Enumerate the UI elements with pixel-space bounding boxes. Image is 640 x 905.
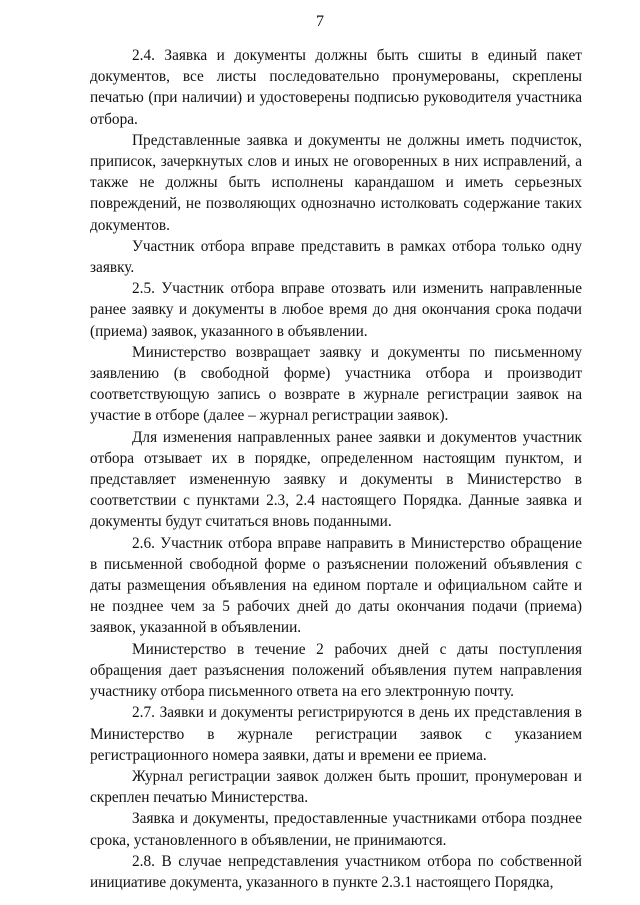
paragraph-one-application: Участник отбора вправе представить в рамках отбора только одну заявку.	[90, 237, 582, 277]
paragraph-late-applications: Заявка и документы, предоставленные участниками отбора позднее срока, установленного в объявлении, не принимаются.	[90, 810, 582, 849]
page-number: 7	[316, 13, 324, 30]
paragraph-2-4: 2.4. Заявка и документы должны быть сшиты в единый пакет документов, все листы последовательно пронумерованы, скреплены печатью (при наличии) и удостоверены подписью руководителя участника отбора.	[90, 47, 582, 128]
paragraph-changing-documents: Для изменения направленных ранее заявки и документов участник отбора отзывает их в порядке, определенном настоящим пунктом, и представляет измененную заявку и документы в Министерство в соответствии с пунктами 2.3, 2.4 настоящего Порядка. Данные заявка и документы будут считаться вновь поданными.	[90, 428, 582, 531]
document-body	[90, 45, 582, 893]
paragraph-ministry-clarifications: Министерство в течение 2 рабочих дней с даты поступления обращения дает разъяснения положений объявления путем направления участнику отбора письменного ответа на его электронную почту.	[90, 640, 582, 701]
paragraph-2-5: 2.5. Участник отбора вправе отозвать или изменить направленные ранее заявку и документы в любое время до дня окончания срока подачи (приема) заявок, указанного в объявлении.	[90, 280, 582, 340]
paragraph-2-6: 2.6. Участник отбора вправе направить в Министерство обращение в письменной свободной форме о разъяснении положений объявления с даты размещения объявления на едином портале и официальном сайте и не позднее чем за 5 рабочих дней до даты окончания подачи (приема) заявок, указанной в объявлении.	[90, 534, 582, 637]
paragraph-2-8: 2.8. В случае непредставления участником отбора по собственной инициативе документа, указанного в пункте 2.3.1 настоящего Порядка,	[90, 852, 582, 891]
paragraph-ministry-returns: Министерство возвращает заявку и документы по письменному заявлению (в свободной форме) участника отбора и производит соответствующую запись о возврате в журнале регистрации заявок на участие в отборе (далее – журнал регистрации заявок).	[90, 343, 582, 425]
paragraph-register-journal: Журнал регистрации заявок должен быть прошит, пронумерован и скреплен печатью Министерства.	[90, 767, 582, 807]
paragraph-no-corrections: Представленные заявка и документы не должны иметь подчисток, приписок, зачеркнутых слов и иных не оговоренных в них исправлений, а также не должны быть исполнены карандашом и иметь серьезных повреждений, не позволяющих однозначно истолковать содержание таких документов.	[90, 131, 582, 234]
paragraph-2-7: 2.7. Заявки и документы регистрируются в день их представления в Министерство в журнале регистрации заявок с указанием регистрационного номера заявки, даты и времени ее приема.	[90, 704, 582, 764]
